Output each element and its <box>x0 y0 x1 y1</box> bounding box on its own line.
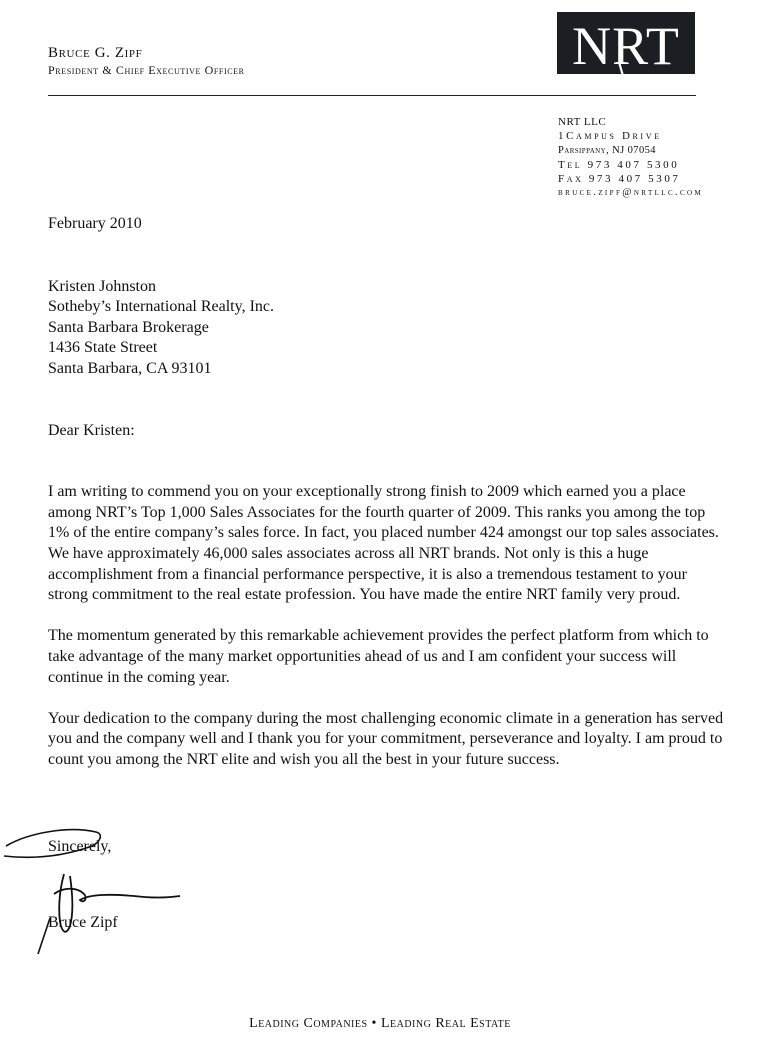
letterhead-sender <box>48 44 245 78</box>
company-city: Parsippany, NJ 07054 <box>558 144 656 156</box>
closing: Sincerely, <box>48 838 112 855</box>
sender-name: Bruce G. Zipf <box>48 45 143 61</box>
signature-scribble <box>0 818 200 958</box>
signature-name: Bruce Zipf <box>48 914 118 931</box>
company-phone: Tel 973 407 5300 <box>558 158 680 171</box>
header-rule <box>48 95 696 96</box>
recipient-company: Sotheby’s International Realty, Inc. <box>48 298 275 316</box>
salutation: Dear Kristen: <box>48 421 135 439</box>
paragraph-2: The momentum generated by this remarkable achievement provides the perfect platform from which to take advantage of the many market opportunities ahead of us and I am confident your success will continue in the coming year. <box>48 627 709 686</box>
footer-tagline: Leading Companies • Leading Real Estate <box>249 1016 511 1031</box>
logo-text: NRT <box>572 16 680 74</box>
recipient-name: Kristen Johnston <box>48 277 156 295</box>
company-address-block <box>558 115 703 201</box>
company-name: NRT LLC <box>558 116 607 128</box>
recipient-office: Santa Barbara Brokerage <box>48 318 209 336</box>
recipient-street: 1436 State Street <box>48 339 158 357</box>
company-fax: Fax 973 407 5307 <box>558 173 681 186</box>
company-street: 1Campus Drive <box>558 130 662 143</box>
sender-title: President & Chief Executive Officer <box>48 63 245 77</box>
letter-body <box>48 214 728 770</box>
paragraph-3: Your dedication to the company during the most challenging economic climate in a generation has served you and the company well and I thank you for your commitment, perseverance and loyalty. I am proud to count you among the NRT elite and wish you all the best in your future success. <box>48 709 724 768</box>
nrt-logo-mark <box>557 12 695 74</box>
recipient-city: Santa Barbara, CA 93101 <box>48 359 212 377</box>
letter-date: February 2010 <box>48 215 142 232</box>
company-email: bruce.zipf@nrtllc.com <box>558 187 704 199</box>
paragraph-1: I am writing to commend you on your exceptionally strong finish to 2009 which earned you a place among NRT’s Top 1,000 Sales Associates for the fourth quarter of 2009. This ranks you among the top 1% of the entire company’s sales force. In fact, you placed number 424 amongst our top sales associates. We have approximately 46,000 sales associates across all NRT brands. Not only is this a huge accomplishment from a financial performance perspective, it is also a tremendous testament to your strong commitment to the real estate profession. You have made the entire NRT family very proud. <box>48 483 719 604</box>
recipient-address <box>48 277 728 380</box>
nrt-logo <box>557 12 695 74</box>
